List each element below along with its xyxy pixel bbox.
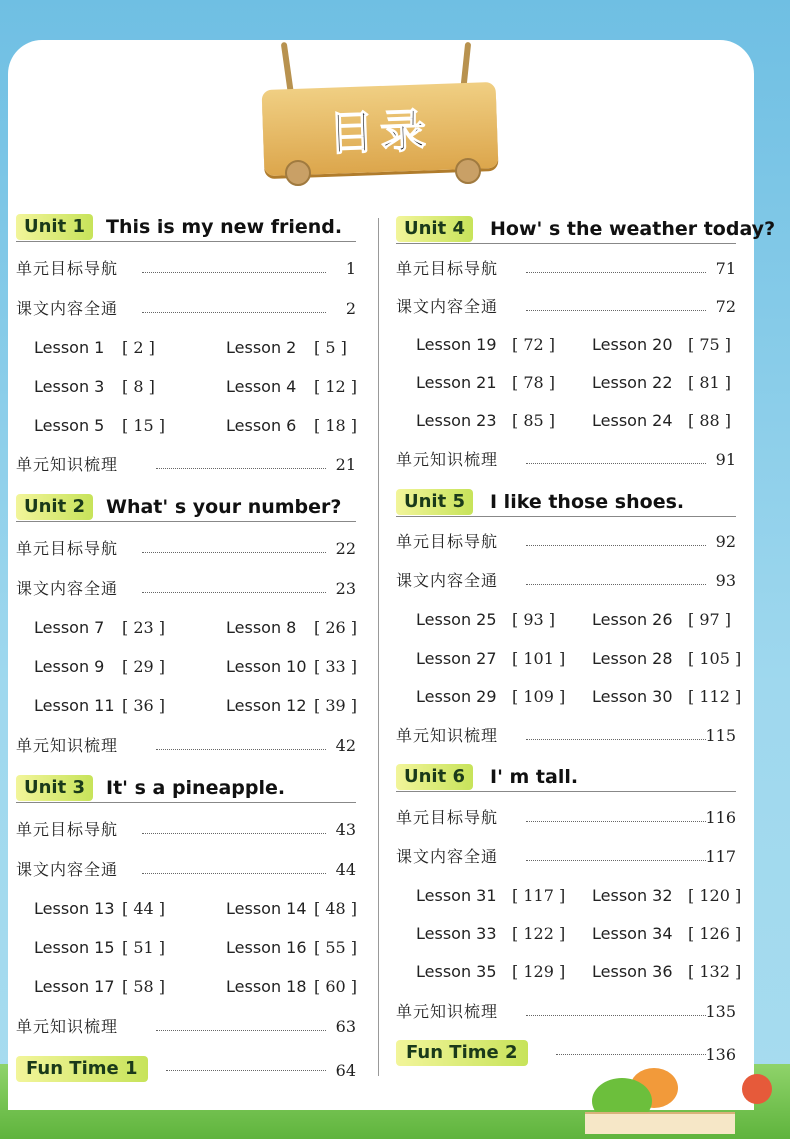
leader-dots <box>142 258 326 273</box>
toc-label: 课文内容全通 <box>396 571 499 590</box>
page-number: 72 <box>715 297 736 316</box>
lesson-page: [ 120 ] <box>688 886 742 905</box>
lesson-entry[interactable] <box>34 337 174 359</box>
lesson-page: [ 126 ] <box>688 924 742 943</box>
lesson-name: Lesson 27 <box>416 649 497 668</box>
page-number: 116 <box>705 808 736 827</box>
lesson-page: [ 72 ] <box>512 335 556 354</box>
unit-review-link[interactable] <box>16 454 356 476</box>
lesson-entry[interactable] <box>416 334 564 356</box>
toc-label: 单元目标导航 <box>16 539 119 558</box>
lesson-entry[interactable] <box>416 923 564 945</box>
unit-goal-nav-link[interactable] <box>16 258 356 280</box>
lesson-page: [ 129 ] <box>512 962 566 981</box>
unit-goal-nav-link[interactable] <box>16 819 356 841</box>
fun-time-link[interactable] <box>396 1040 736 1068</box>
unit-header <box>396 489 742 517</box>
lesson-entry[interactable] <box>34 695 174 717</box>
unit-title: This is my new friend. <box>106 216 343 238</box>
leader-dots <box>526 570 706 585</box>
lesson-name: Lesson 22 <box>592 373 673 392</box>
toc-label: 单元知识梳理 <box>16 455 119 474</box>
lesson-name: Lesson 31 <box>416 886 497 905</box>
page-number: 42 <box>335 736 356 755</box>
lesson-page: [ 81 ] <box>688 373 732 392</box>
lesson-name: Lesson 10 <box>226 657 307 676</box>
page-number: 115 <box>705 726 736 745</box>
lesson-page: [ 78 ] <box>512 373 556 392</box>
page-title: 目录 <box>327 103 434 161</box>
lesson-entry[interactable] <box>34 415 174 437</box>
lesson-name: Lesson 20 <box>592 335 673 354</box>
lesson-name: Lesson 14 <box>226 899 307 918</box>
lesson-page: [ 117 ] <box>512 886 566 905</box>
lesson-entry[interactable] <box>416 686 564 708</box>
lesson-name: Lesson 17 <box>34 977 115 996</box>
toc-label: 单元知识梳理 <box>396 726 499 745</box>
leader-dots <box>142 859 326 874</box>
lesson-content-link[interactable] <box>16 298 356 320</box>
lesson-page: [ 60 ] <box>314 977 358 996</box>
lesson-name: Lesson 26 <box>592 610 673 629</box>
lesson-name: Lesson 2 <box>226 338 297 357</box>
lesson-entry[interactable] <box>592 609 740 631</box>
toc-label: 课文内容全通 <box>16 579 119 598</box>
lesson-name: Lesson 16 <box>226 938 307 957</box>
lesson-name: Lesson 7 <box>34 618 105 637</box>
page-number: 22 <box>335 539 356 558</box>
toc-label: 单元知识梳理 <box>16 1017 119 1036</box>
lesson-entry[interactable] <box>416 410 564 432</box>
lesson-name: Lesson 32 <box>592 886 673 905</box>
page-number: 44 <box>335 860 356 879</box>
unit-review-link[interactable] <box>396 1001 736 1023</box>
lesson-entry[interactable] <box>226 695 366 717</box>
lesson-name: Lesson 35 <box>416 962 497 981</box>
red-tree-icon <box>742 1074 772 1104</box>
lesson-name: Lesson 19 <box>416 335 497 354</box>
leader-dots <box>526 258 706 273</box>
lesson-name: Lesson 4 <box>226 377 297 396</box>
lesson-name: Lesson 24 <box>592 411 673 430</box>
page-number: 135 <box>705 1002 736 1021</box>
lesson-entry[interactable] <box>592 334 740 356</box>
leader-dots <box>156 735 326 750</box>
column-divider <box>378 218 379 1076</box>
lesson-name: Lesson 29 <box>416 687 497 706</box>
toc-label: 单元知识梳理 <box>396 450 499 469</box>
lesson-name: Lesson 15 <box>34 938 115 957</box>
lesson-entry[interactable] <box>592 686 740 708</box>
lesson-page: [ 48 ] <box>314 899 358 918</box>
lesson-page: [ 55 ] <box>314 938 358 957</box>
lesson-entry[interactable] <box>226 376 366 398</box>
left-column <box>16 0 362 1139</box>
page-number: 93 <box>715 571 736 590</box>
lesson-entry[interactable] <box>416 648 564 670</box>
toc-label: 单元目标导航 <box>396 259 499 278</box>
lesson-page: [ 88 ] <box>688 411 732 430</box>
lesson-entry[interactable] <box>34 937 174 959</box>
leader-dots <box>166 1056 326 1071</box>
unit-underline <box>16 802 356 803</box>
lesson-entry[interactable] <box>34 656 174 678</box>
lesson-entry[interactable] <box>226 937 366 959</box>
lesson-page: [ 15 ] <box>122 416 166 435</box>
leader-dots <box>142 819 326 834</box>
lesson-page: [ 5 ] <box>314 338 347 357</box>
lesson-entry[interactable] <box>416 372 564 394</box>
unit-goal-nav-link[interactable] <box>396 258 736 280</box>
lesson-page: [ 75 ] <box>688 335 732 354</box>
toc-label: 课文内容全通 <box>16 299 119 318</box>
page-number: 136 <box>705 1045 736 1064</box>
lesson-name: Lesson 1 <box>34 338 105 357</box>
unit-header <box>16 214 362 242</box>
lesson-name: Lesson 21 <box>416 373 497 392</box>
unit-goal-nav-link[interactable] <box>16 538 356 560</box>
lesson-entry[interactable] <box>226 976 366 998</box>
lesson-page: [ 93 ] <box>512 610 556 629</box>
leader-dots <box>526 725 706 740</box>
lesson-name: Lesson 36 <box>592 962 673 981</box>
lesson-content-link[interactable] <box>396 846 736 868</box>
fun-time-link[interactable] <box>16 1056 356 1084</box>
toc-label: 单元知识梳理 <box>396 1002 499 1021</box>
lesson-page: [ 122 ] <box>512 924 566 943</box>
leader-dots <box>526 1001 706 1016</box>
toc-label: 单元目标导航 <box>16 259 119 278</box>
leader-dots <box>142 538 326 553</box>
toc-label: 课文内容全通 <box>396 297 499 316</box>
lesson-name: Lesson 25 <box>416 610 497 629</box>
lesson-name: Lesson 3 <box>34 377 105 396</box>
leader-dots <box>526 807 706 822</box>
page-number: 71 <box>715 259 736 278</box>
page-number: 1 <box>345 259 356 278</box>
unit-title: How' s the weather today? <box>490 218 776 240</box>
lesson-name: Lesson 9 <box>34 657 105 676</box>
lesson-page: [ 12 ] <box>314 377 358 396</box>
unit-header <box>396 764 742 792</box>
unit-review-link[interactable] <box>16 1016 356 1038</box>
unit-badge: Unit 2 <box>16 494 93 520</box>
lesson-entry[interactable] <box>226 337 366 359</box>
lesson-name: Lesson 12 <box>226 696 307 715</box>
lesson-page: [ 2 ] <box>122 338 155 357</box>
lesson-page: [ 23 ] <box>122 618 166 637</box>
unit-review-link[interactable] <box>16 735 356 757</box>
unit-badge: Unit 5 <box>396 489 473 515</box>
page-number: 21 <box>335 455 356 474</box>
lesson-content-link[interactable] <box>16 578 356 600</box>
page-number: 43 <box>335 820 356 839</box>
unit-header <box>396 216 776 244</box>
unit-badge: Unit 6 <box>396 764 473 790</box>
lesson-entry[interactable] <box>416 961 564 983</box>
lesson-entry[interactable] <box>416 609 564 631</box>
fun-time-badge: Fun Time 2 <box>396 1040 528 1066</box>
lesson-page: [ 44 ] <box>122 899 166 918</box>
lesson-entry[interactable] <box>592 885 740 907</box>
unit-title: It' s a pineapple. <box>106 777 286 799</box>
lesson-page: [ 29 ] <box>122 657 166 676</box>
lesson-name: Lesson 30 <box>592 687 673 706</box>
unit-header <box>16 775 362 803</box>
lesson-entry[interactable] <box>592 410 740 432</box>
lesson-content-link[interactable] <box>16 859 356 881</box>
lesson-name: Lesson 5 <box>34 416 105 435</box>
toc-label: 单元目标导航 <box>396 532 499 551</box>
page-number: 23 <box>335 579 356 598</box>
lesson-entry[interactable] <box>34 376 174 398</box>
unit-underline <box>396 516 736 517</box>
unit-underline <box>396 243 736 244</box>
unit-review-link[interactable] <box>396 725 736 747</box>
leader-dots <box>142 298 326 313</box>
lesson-name: Lesson 18 <box>226 977 307 996</box>
lesson-entry[interactable] <box>34 976 174 998</box>
lesson-entry[interactable] <box>416 885 564 907</box>
lesson-page: [ 105 ] <box>688 649 742 668</box>
unit-underline <box>16 241 356 242</box>
unit-goal-nav-link[interactable] <box>396 531 736 553</box>
unit-badge: Unit 4 <box>396 216 473 242</box>
leader-dots <box>526 531 706 546</box>
unit-underline <box>396 791 736 792</box>
fun-time-badge: Fun Time 1 <box>16 1056 148 1082</box>
lesson-page: [ 109 ] <box>512 687 566 706</box>
lesson-entry[interactable] <box>592 923 740 945</box>
lesson-entry[interactable] <box>592 372 740 394</box>
lesson-page: [ 51 ] <box>122 938 166 957</box>
lesson-name: Lesson 28 <box>592 649 673 668</box>
leader-dots <box>156 1016 326 1031</box>
lesson-content-link[interactable] <box>396 296 736 318</box>
unit-title: What' s your number? <box>106 496 342 518</box>
toc-label: 单元知识梳理 <box>16 736 119 755</box>
right-column <box>396 0 776 1139</box>
lesson-entry[interactable] <box>34 898 174 920</box>
unit-underline <box>16 521 356 522</box>
page-number: 64 <box>335 1061 356 1080</box>
lesson-entry[interactable] <box>592 648 740 670</box>
lesson-page: [ 18 ] <box>314 416 358 435</box>
toc-label: 单元目标导航 <box>396 808 499 827</box>
lesson-name: Lesson 23 <box>416 411 497 430</box>
leader-dots <box>556 1040 706 1055</box>
unit-badge: Unit 3 <box>16 775 93 801</box>
page-number: 63 <box>335 1017 356 1036</box>
leader-dots <box>526 846 706 861</box>
unit-title: I' m tall. <box>490 766 579 788</box>
page-number: 2 <box>345 299 356 318</box>
page-number: 117 <box>705 847 736 866</box>
lesson-content-link[interactable] <box>396 570 736 592</box>
lesson-entry[interactable] <box>226 898 366 920</box>
lesson-page: [ 26 ] <box>314 618 358 637</box>
leader-dots <box>156 454 326 469</box>
lesson-entry[interactable] <box>226 617 366 639</box>
lesson-name: Lesson 33 <box>416 924 497 943</box>
lesson-page: [ 39 ] <box>314 696 358 715</box>
leader-dots <box>142 578 326 593</box>
lesson-page: [ 33 ] <box>314 657 358 676</box>
lesson-page: [ 132 ] <box>688 962 742 981</box>
toc-label: 课文内容全通 <box>396 847 499 866</box>
page-number: 91 <box>715 450 736 469</box>
unit-header <box>16 494 362 522</box>
page-number: 92 <box>715 532 736 551</box>
lesson-page: [ 101 ] <box>512 649 566 668</box>
unit-title: I like those shoes. <box>490 491 685 513</box>
lesson-page: [ 85 ] <box>512 411 556 430</box>
lesson-page: [ 58 ] <box>122 977 166 996</box>
lesson-page: [ 8 ] <box>122 377 155 396</box>
lesson-page: [ 97 ] <box>688 610 732 629</box>
unit-goal-nav-link[interactable] <box>396 807 736 829</box>
lesson-name: Lesson 8 <box>226 618 297 637</box>
leader-dots <box>526 449 706 464</box>
toc-label: 课文内容全通 <box>16 860 119 879</box>
open-book-icon <box>585 1112 735 1134</box>
toc-label: 单元目标导航 <box>16 820 119 839</box>
lesson-entry[interactable] <box>226 656 366 678</box>
unit-badge: Unit 1 <box>16 214 93 240</box>
lesson-name: Lesson 13 <box>34 899 115 918</box>
leader-dots <box>526 296 706 311</box>
unit-review-link[interactable] <box>396 449 736 471</box>
lesson-name: Lesson 6 <box>226 416 297 435</box>
lesson-name: Lesson 34 <box>592 924 673 943</box>
lesson-name: Lesson 11 <box>34 696 115 715</box>
lesson-page: [ 36 ] <box>122 696 166 715</box>
lesson-entry[interactable] <box>226 415 366 437</box>
lesson-entry[interactable] <box>34 617 174 639</box>
lesson-entry[interactable] <box>592 961 740 983</box>
lesson-page: [ 112 ] <box>688 687 742 706</box>
